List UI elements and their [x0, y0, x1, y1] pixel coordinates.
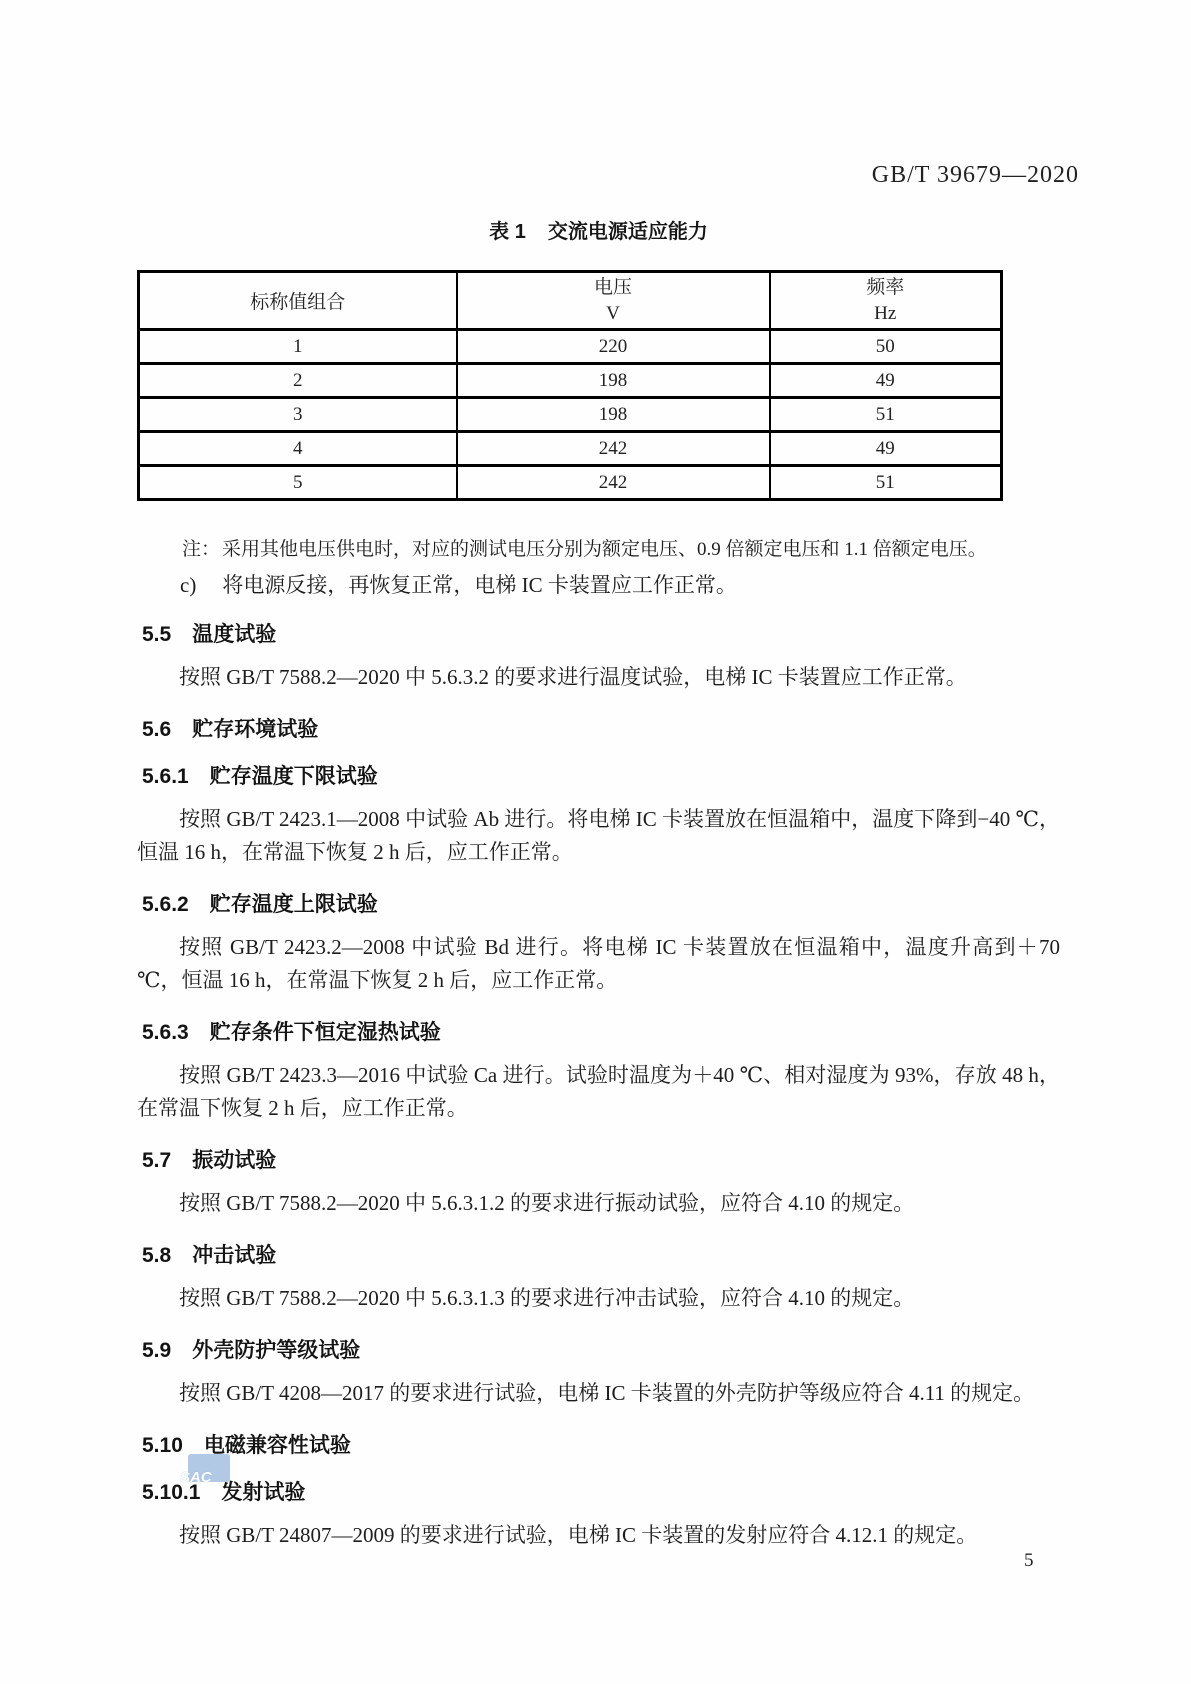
cell-frequency: 51 — [770, 398, 1002, 432]
cell-combo: 4 — [139, 432, 457, 466]
cell-combo: 2 — [139, 364, 457, 398]
cell-frequency: 50 — [770, 330, 1002, 364]
heading-number: 5.6 — [142, 718, 172, 741]
heading-title: 振动试验 — [192, 1149, 277, 1172]
cell-voltage: 242 — [457, 466, 770, 500]
heading-5-10 — [137, 1434, 1060, 1457]
paragraph-5-8: 按照 GB/T 7588.2—2020 中 5.6.3.1.3 的要求进行冲击试验，应符合 4.10 的规定。 — [179, 1286, 915, 1310]
heading-title: 贮存温度下限试验 — [209, 765, 378, 788]
table-note — [137, 534, 1060, 561]
heading-5-6-1 — [137, 765, 1060, 788]
heading-title: 冲击试验 — [192, 1244, 277, 1267]
col-header-frequency — [770, 272, 1002, 330]
col-header-voltage-unit: V — [606, 302, 620, 324]
heading-number: 5.10.1 — [142, 1481, 201, 1504]
col-header-frequency-name: 频率 — [866, 276, 905, 298]
paragraph-5-6-2: 按照 GB/T 2423.2—2008 中试验 Bd 进行。将电梯 IC 卡装置放在恒温箱中，温度升高到＋70 ℃，恒温 16 h，在常温下恢复 2 h 后，应工作正常。 — [137, 935, 1060, 992]
table-1 — [137, 270, 1003, 501]
col-header-frequency-unit: Hz — [874, 302, 897, 324]
heading-number: 5.5 — [142, 623, 172, 646]
paragraph-5-6-3: 按照 GB/T 2423.3—2016 中试验 Ca 进行。试验时温度为＋40 ℃、相对湿度为 93%，存放 48 h，在常温下恢复 2 h 后，应工作正常。 — [137, 1063, 1060, 1120]
table-caption-title: 交流电源适应能力 — [547, 221, 708, 243]
cell-frequency: 49 — [770, 364, 1002, 398]
table-note-text: 采用其他电压供电时，对应的测试电压分别为额定电压、0.9 倍额定电压和 1.1 倍额定电压。 — [222, 539, 987, 560]
table-row — [139, 398, 1002, 432]
table-row — [139, 364, 1002, 398]
table-row — [139, 466, 1002, 500]
heading-number: 5.7 — [142, 1149, 172, 1172]
heading-number: 5.6.3 — [142, 1021, 189, 1044]
heading-5-8 — [137, 1244, 1060, 1267]
list-item-c-text: 将电源反接，再恢复正常，电梯 IC 卡装置应工作正常。 — [222, 573, 737, 597]
cell-voltage: 242 — [457, 432, 770, 466]
heading-number: 5.6.2 — [142, 893, 189, 916]
table-header-row — [139, 272, 1002, 330]
heading-5-6-2 — [137, 893, 1060, 916]
page-number: 5 — [1024, 1550, 1034, 1571]
cell-combo: 1 — [139, 330, 457, 364]
heading-number: 5.10 — [142, 1434, 183, 1457]
cell-frequency: 51 — [770, 466, 1002, 500]
sac-watermark-text: SAC — [180, 1469, 212, 1486]
heading-5-5 — [137, 623, 1060, 646]
cell-voltage: 198 — [457, 364, 770, 398]
heading-title: 贮存温度上限试验 — [209, 893, 378, 916]
table-note-label: 注： — [182, 539, 221, 560]
col-header-voltage — [457, 272, 770, 330]
heading-5-7 — [137, 1149, 1060, 1172]
cell-frequency: 49 — [770, 432, 1002, 466]
list-item-c-marker: c) — [180, 573, 197, 597]
doc-number: GB/T 39679—2020 — [871, 162, 1079, 188]
cell-voltage: 198 — [457, 398, 770, 432]
heading-5-9 — [137, 1339, 1060, 1362]
table-caption-label: 表 1 — [489, 221, 526, 243]
col-header-voltage-name: 电压 — [593, 276, 632, 298]
list-item-c — [137, 569, 1060, 599]
cell-combo: 5 — [139, 466, 457, 500]
paragraph-5-6-1: 按照 GB/T 2423.1—2008 中试验 Ab 进行。将电梯 IC 卡装置放在恒温箱中，温度下降到−40 ℃，恒温 16 h，在常温下恢复 2 h 后，应工作正常。 — [137, 807, 1060, 864]
heading-number: 5.8 — [142, 1244, 172, 1267]
heading-5-10-1 — [137, 1481, 1060, 1504]
cell-combo: 3 — [139, 398, 457, 432]
heading-title: 外壳防护等级试验 — [192, 1339, 361, 1362]
heading-title: 贮存条件下恒定湿热试验 — [209, 1021, 441, 1044]
table-caption — [137, 215, 1060, 244]
heading-5-6-3 — [137, 1021, 1060, 1044]
page-content — [0, 215, 1191, 1552]
heading-title: 贮存环境试验 — [192, 718, 319, 741]
paragraph-5-9: 按照 GB/T 4208—2017 的要求进行试验，电梯 IC 卡装置的外壳防护等级应符合 4.11 的规定。 — [179, 1381, 1035, 1405]
col-header-combo: 标称值组合 — [139, 272, 457, 330]
heading-title: 温度试验 — [192, 623, 277, 646]
table-row — [139, 432, 1002, 466]
heading-5-6 — [137, 718, 1060, 741]
paragraph-5-10-1: 按照 GB/T 24807—2009 的要求进行试验，电梯 IC 卡装置的发射应符合 4.12.1 的规定。 — [179, 1523, 978, 1547]
heading-number: 5.9 — [142, 1339, 172, 1362]
heading-title: 电磁兼容性试验 — [203, 1434, 351, 1457]
cell-voltage: 220 — [457, 330, 770, 364]
paragraph-5-5: 按照 GB/T 7588.2—2020 中 5.6.3.2 的要求进行温度试验，电梯 IC 卡装置应工作正常。 — [179, 665, 967, 689]
paragraph-5-7: 按照 GB/T 7588.2—2020 中 5.6.3.1.2 的要求进行振动试验，应符合 4.10 的规定。 — [179, 1191, 915, 1215]
heading-number: 5.6.1 — [142, 765, 189, 788]
heading-title: 发射试验 — [221, 1481, 306, 1504]
table-row — [139, 330, 1002, 364]
